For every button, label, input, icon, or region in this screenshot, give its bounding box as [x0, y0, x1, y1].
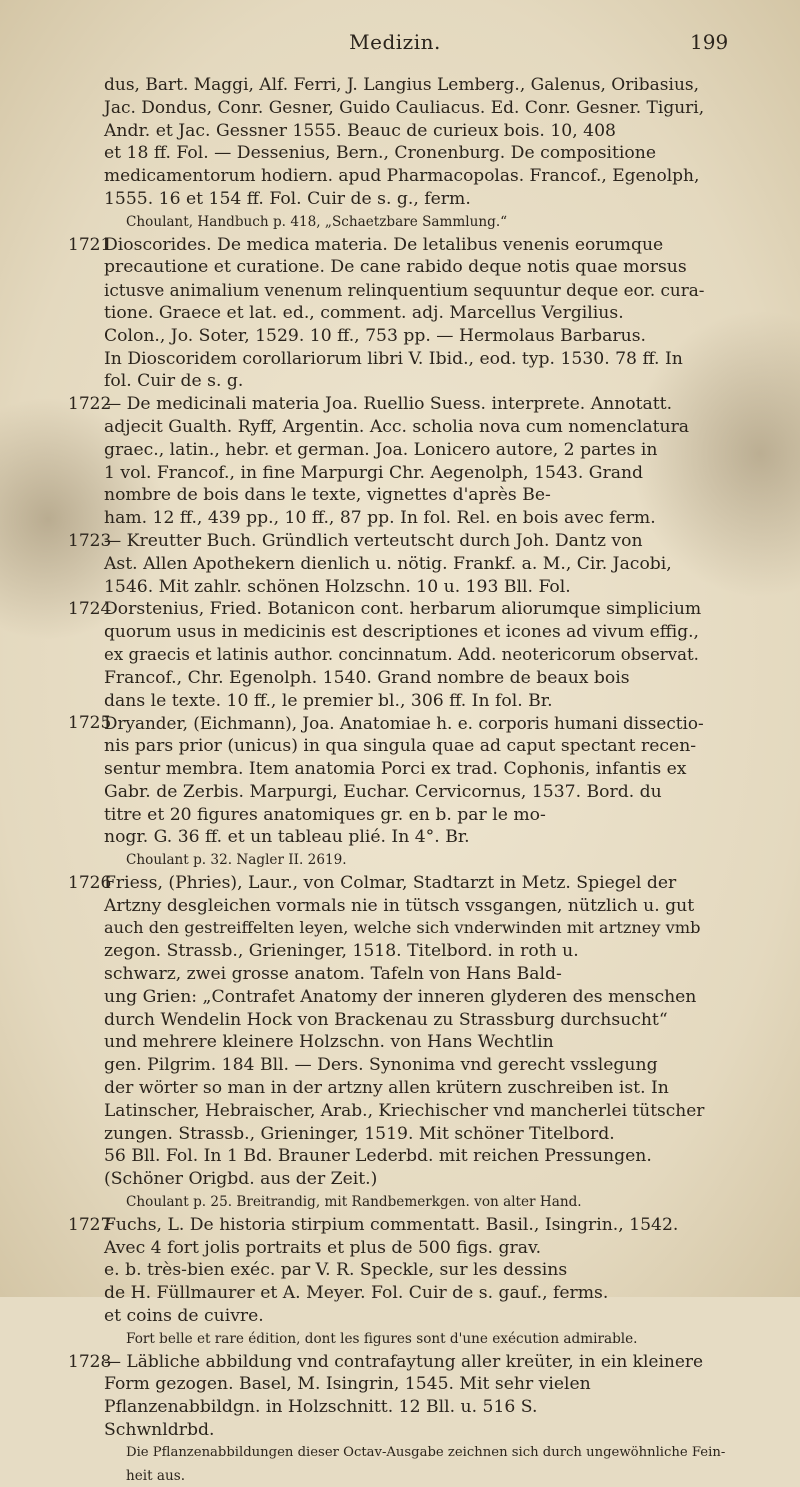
- page-number: 199: [690, 30, 729, 54]
- entry-text-line: durch Wendelin Hock von Brackenau zu Strassburg durchsucht“: [104, 1009, 668, 1030]
- entry-number: 1722: [68, 394, 112, 415]
- entry-text-line: et coins de cuivre.: [104, 1306, 264, 1327]
- entry-text-line: auch den gestreiffelten leyen, welche sich vnderwinden mit artzney vmb: [104, 918, 701, 938]
- entry-text-line: dans le texte. 10 ff., le premier bl., 306 ff. In fol. Br.: [104, 690, 553, 711]
- entry-text-line: adjecit Gualth. Ryff, Argentin. Acc. scholia nova cum nomenclatura: [104, 416, 690, 437]
- entry-text-line: Dryander, (Eichmann), Joa. Anatomiae h. e. corporis humani dissectio-: [104, 713, 704, 734]
- entry-text-line: dus, Bart. Maggi, Alf. Ferri, J. Langius Lemberg., Galenus, Oribasius,: [104, 75, 700, 95]
- entry-number: 1725: [68, 713, 112, 734]
- catalog-entry: [0, 74, 800, 234]
- entry-text-line: nogr. G. 36 ff. et un tableau plié. In 4°. Br.: [104, 827, 470, 848]
- entry-number: 1726: [68, 872, 112, 893]
- entry-text-line: graec., latin., hebr. et german. Joa. Lonicero autore, 2 partes in: [104, 439, 658, 460]
- entry-text-line: Dioscorides. De medica materia. De letalibus venenis eorumque: [104, 234, 664, 255]
- entry-text-line: Colon., Jo. Soter, 1529. 10 ff., 753 pp. — Hermolaus Barbarus.: [104, 325, 646, 346]
- entry-text-line: zungen. Strassb., Grieninger, 1519. Mit schöner Titelbord.: [104, 1123, 615, 1144]
- entry-text-line: Latinscher, Hebraischer, Arab., Kriechischer vnd mancherlei tütscher: [104, 1100, 705, 1121]
- entry-text-line: 1546. Mit zahlr. schönen Holzschn. 10 u. 193 Bll. Fol.: [104, 576, 571, 597]
- entry-text-line: titre et 20 figures anatomiques gr. en b. par le mo-: [104, 804, 546, 825]
- entry-text-line: nombre de bois dans le texte, vignettes d'après Be-: [104, 485, 551, 506]
- entry-number: 1728: [68, 1351, 112, 1372]
- entry-text-line: ham. 12 ff., 439 pp., 10 ff., 87 pp. In fol. Rel. en bois avec ferm.: [104, 508, 656, 529]
- entry-text-line: Friess, (Phries), Laur., von Colmar, Stadtarzt in Metz. Spiegel der: [104, 872, 677, 893]
- catalog-entry: [0, 872, 800, 1214]
- entry-text-line: (Schöner Origbd. aus der Zeit.): [104, 1169, 378, 1190]
- running-title: Medizin.: [349, 30, 441, 54]
- catalog-entry: [0, 1351, 800, 1487]
- catalog-entry: [0, 530, 800, 598]
- entry-text-line: Fuchs, L. De historia stirpium commentatt. Basil., Isingrin., 1542.: [104, 1214, 679, 1235]
- running-head: [0, 14, 800, 54]
- entry-text-line: ung Grien: „Contrafet Anatomy der inneren glyderen des menschen: [104, 986, 697, 1007]
- entry-text-line: — Kreutter Buch. Gründlich verteutscht durch Joh. Dantz von: [104, 530, 643, 551]
- entry-text-line: nis pars prior (unicus) in qua singula quae ad caput spectant recen-: [104, 736, 697, 757]
- entry-text-line: e. b. très-bien exéc. par V. R. Speckle, sur les dessins: [104, 1260, 568, 1281]
- entry-text-line: de H. Füllmaurer et A. Meyer. Fol. Cuir de s. gauf., ferms.: [104, 1283, 609, 1304]
- entry-text-line: Schwnldrbd.: [104, 1420, 215, 1441]
- entry-text-line: Pflanzenabbildgn. in Holzschnitt. 12 Bll. u. 516 S.: [104, 1397, 538, 1418]
- entry-note: heit aus.: [126, 1467, 186, 1484]
- catalog-entry: [0, 393, 800, 530]
- entry-text-line: Form gezogen. Basel, M. Isingrin, 1545. Mit sehr vielen: [104, 1374, 591, 1395]
- entry-text-line: Ast. Allen Apothekern dienlich u. nötig. Frankf. a. M., Cir. Jacobi,: [104, 553, 672, 574]
- entry-text-line: ictusve animalium venenum relinquentium sequuntur deque eor. cura-: [104, 280, 705, 301]
- entry-text-line: quorum usus in medicinis est descriptiones et icones ad vivum effig.,: [104, 622, 699, 643]
- catalog-entry: [0, 1214, 800, 1351]
- entry-text-line: — De medicinali materia Joa. Ruellio Suess. interprete. Annotatt.: [104, 394, 673, 415]
- entry-text-line: Avec 4 fort jolis portraits et plus de 500 figs. grav.: [104, 1237, 542, 1258]
- entry-text-line: der wörter so man in der artzny allen krütern zuschreiben ist. In: [104, 1078, 669, 1099]
- entry-text-line: Gabr. de Zerbis. Marpurgi, Euchar. Cervicornus, 1537. Bord. du: [104, 781, 662, 802]
- entry-text-line: gen. Pilgrim. 184 Bll. — Ders. Synonima vnd gerecht vsslegung: [104, 1055, 658, 1076]
- catalog-entries: [0, 74, 800, 1487]
- entry-note: Fort belle et rare édition, dont les figures sont d'une exécution admirable.: [126, 1330, 638, 1347]
- entry-text-line: 1555. 16 et 154 ff. Fol. Cuir de s. g., ferm.: [104, 188, 471, 209]
- entry-number: 1724: [68, 599, 112, 620]
- entry-text-line: fol. Cuir de s. g.: [104, 371, 244, 392]
- entry-text-line: Francof., Chr. Egenolph. 1540. Grand nombre de beaux bois: [104, 667, 630, 688]
- entry-text-line: ex graecis et latinis author. concinnatum. Add. neotericorum observat.: [104, 644, 699, 664]
- catalog-entry: [0, 598, 800, 712]
- entry-text-line: — Läbliche abbildung vnd contrafaytung aller kreüter, in ein kleinere: [104, 1351, 704, 1372]
- entry-text-line: precautione et curatione. De cane rabido deque notis quae morsus: [104, 257, 687, 278]
- entry-text-line: In Dioscoridem corollariorum libri V. Ibid., eod. typ. 1530. 78 ff. In: [104, 348, 683, 369]
- entry-text-line: 56 Bll. Fol. In 1 Bd. Brauner Lederbd. mit reichen Pressungen.: [104, 1146, 652, 1167]
- entry-note: Die Pflanzenabbildungen dieser Octav-Ausgabe zeichnen sich durch ungewöhnliche Fein-: [126, 1444, 726, 1460]
- catalog-entry: [0, 712, 800, 872]
- entry-text-line: et 18 ff. Fol. — Dessenius, Bern., Cronenburg. De compositione: [104, 143, 657, 164]
- entry-number: 1723: [68, 530, 112, 551]
- entry-text-line: Andr. et Jac. Gessner 1555. Beauc de curieux bois. 10, 408: [104, 120, 616, 141]
- entry-text-line: Artzny desgleichen vormals nie in tütsch vssgangen, nützlich u. gut: [104, 895, 695, 916]
- entry-number: 1727: [68, 1214, 112, 1235]
- entry-text-line: medicamentorum hodiern. apud Pharmacopolas. Francof., Egenolph,: [104, 166, 700, 187]
- entry-text-line: schwarz, zwei grosse anatom. Tafeln von Hans Bald-: [104, 964, 562, 985]
- entry-note: Choulant, Handbuch p. 418, „Schaetzbare Sammlung.“: [126, 213, 508, 230]
- entry-note: Choulant p. 32. Nagler II. 2619.: [126, 852, 347, 869]
- entry-text-line: tione. Graece et lat. ed., comment. adj. Marcellus Vergilius.: [104, 302, 624, 323]
- catalog-entry: [0, 234, 800, 394]
- entry-text-line: und mehrere kleinere Holzschn. von Hans Wechtlin: [104, 1032, 554, 1053]
- entry-text-line: Dorstenius, Fried. Botanicon cont. herbarum aliorumque simplicium: [104, 599, 702, 620]
- entry-text-line: Jac. Dondus, Conr. Gesner, Guido Cauliacus. Ed. Conr. Gesner. Tiguri,: [104, 97, 705, 118]
- entry-text-line: 1 vol. Francof., in fine Marpurgi Chr. Aegenolph, 1543. Grand: [104, 462, 644, 483]
- entry-text-line: sentur membra. Item anatomia Porci ex trad. Cophonis, infantis ex: [104, 758, 687, 779]
- entry-number: 1721: [68, 234, 112, 255]
- entry-text-line: zegon. Strassb., Grieninger, 1518. Titelbord. in roth u.: [104, 941, 579, 962]
- entry-note: Choulant p. 25. Breitrandig, mit Randbemerkgen. von alter Hand.: [126, 1194, 582, 1211]
